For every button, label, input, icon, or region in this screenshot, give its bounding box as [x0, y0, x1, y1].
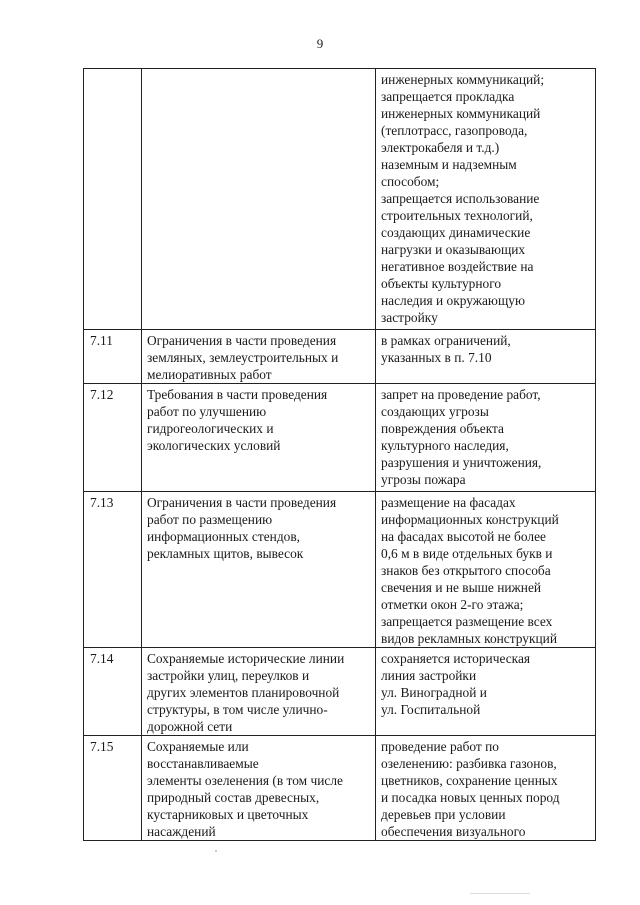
- row-requirement: проведение работ по озеленению: разбивка газонов, цветников, сохранение ценных и посадка новых ценных пород деревьев при условии обеспечения визуального: [376, 736, 596, 841]
- restrictions-table: [83, 68, 596, 841]
- page-number: 9: [316, 36, 324, 51]
- row-requirement: запрет на проведение работ, создающих угрозы повреждения объекта культурного наследия, разрушения и уничтожения, угрозы пожара: [376, 384, 596, 492]
- table-row: [84, 492, 596, 648]
- row-number: [84, 69, 142, 330]
- table-row: [84, 736, 596, 841]
- row-name: Сохраняемые или восстанавливаемые элементы озеленения (в том числе природный состав древесных, кустарниковых и цветочных насаждений: [142, 736, 376, 841]
- row-number: 7.15: [84, 736, 142, 841]
- row-requirement: размещение на фасадах информационных конструкций на фасадах высотой не более 0,6 м в виде отдельных букв и знаков без открытого способа свечения и не выше нижней отметки окон 2-го этажа; запрещается размещение всех видов рекламных конструкций: [376, 492, 596, 648]
- scan-speck: [215, 850, 217, 852]
- row-name: Ограничения в части проведения земляных, землеустроительных и мелиоративных работ: [142, 330, 376, 384]
- table-row: [84, 330, 596, 384]
- row-requirement: в рамках ограничений, указанных в п. 7.10: [376, 330, 596, 384]
- row-number: 7.12: [84, 384, 142, 492]
- row-name: Ограничения в части проведения работ по размещению информационных стендов, рекламных щитов, вывесок: [142, 492, 376, 648]
- row-number: 7.14: [84, 648, 142, 736]
- row-number: 7.13: [84, 492, 142, 648]
- row-number: 7.11: [84, 330, 142, 384]
- scan-speck: [470, 893, 530, 894]
- table-row: [84, 384, 596, 492]
- row-name: [142, 69, 376, 330]
- table-row: [84, 648, 596, 736]
- row-requirement: инженерных коммуникаций; запрещается прокладка инженерных коммуникаций (теплотрасс, газопровода, электрокабеля и т.д.) наземным и надземным способом; запрещается использование строительных технологий, создающих динамические нагрузки и оказывающих негативное воздействие на объекты культурного наследия и окружающую застройку: [376, 69, 596, 330]
- row-name: Сохраняемые исторические линии застройки улиц, переулков и других элементов планировочной структуры, в том числе улично- дорожной сети: [142, 648, 376, 736]
- table-row: [84, 69, 596, 330]
- row-requirement: сохраняется историческая линия застройки ул. Виноградной и ул. Госпитальной: [376, 648, 596, 736]
- row-name: Требования в части проведения работ по улучшению гидрогеологических и экологических условий: [142, 384, 376, 492]
